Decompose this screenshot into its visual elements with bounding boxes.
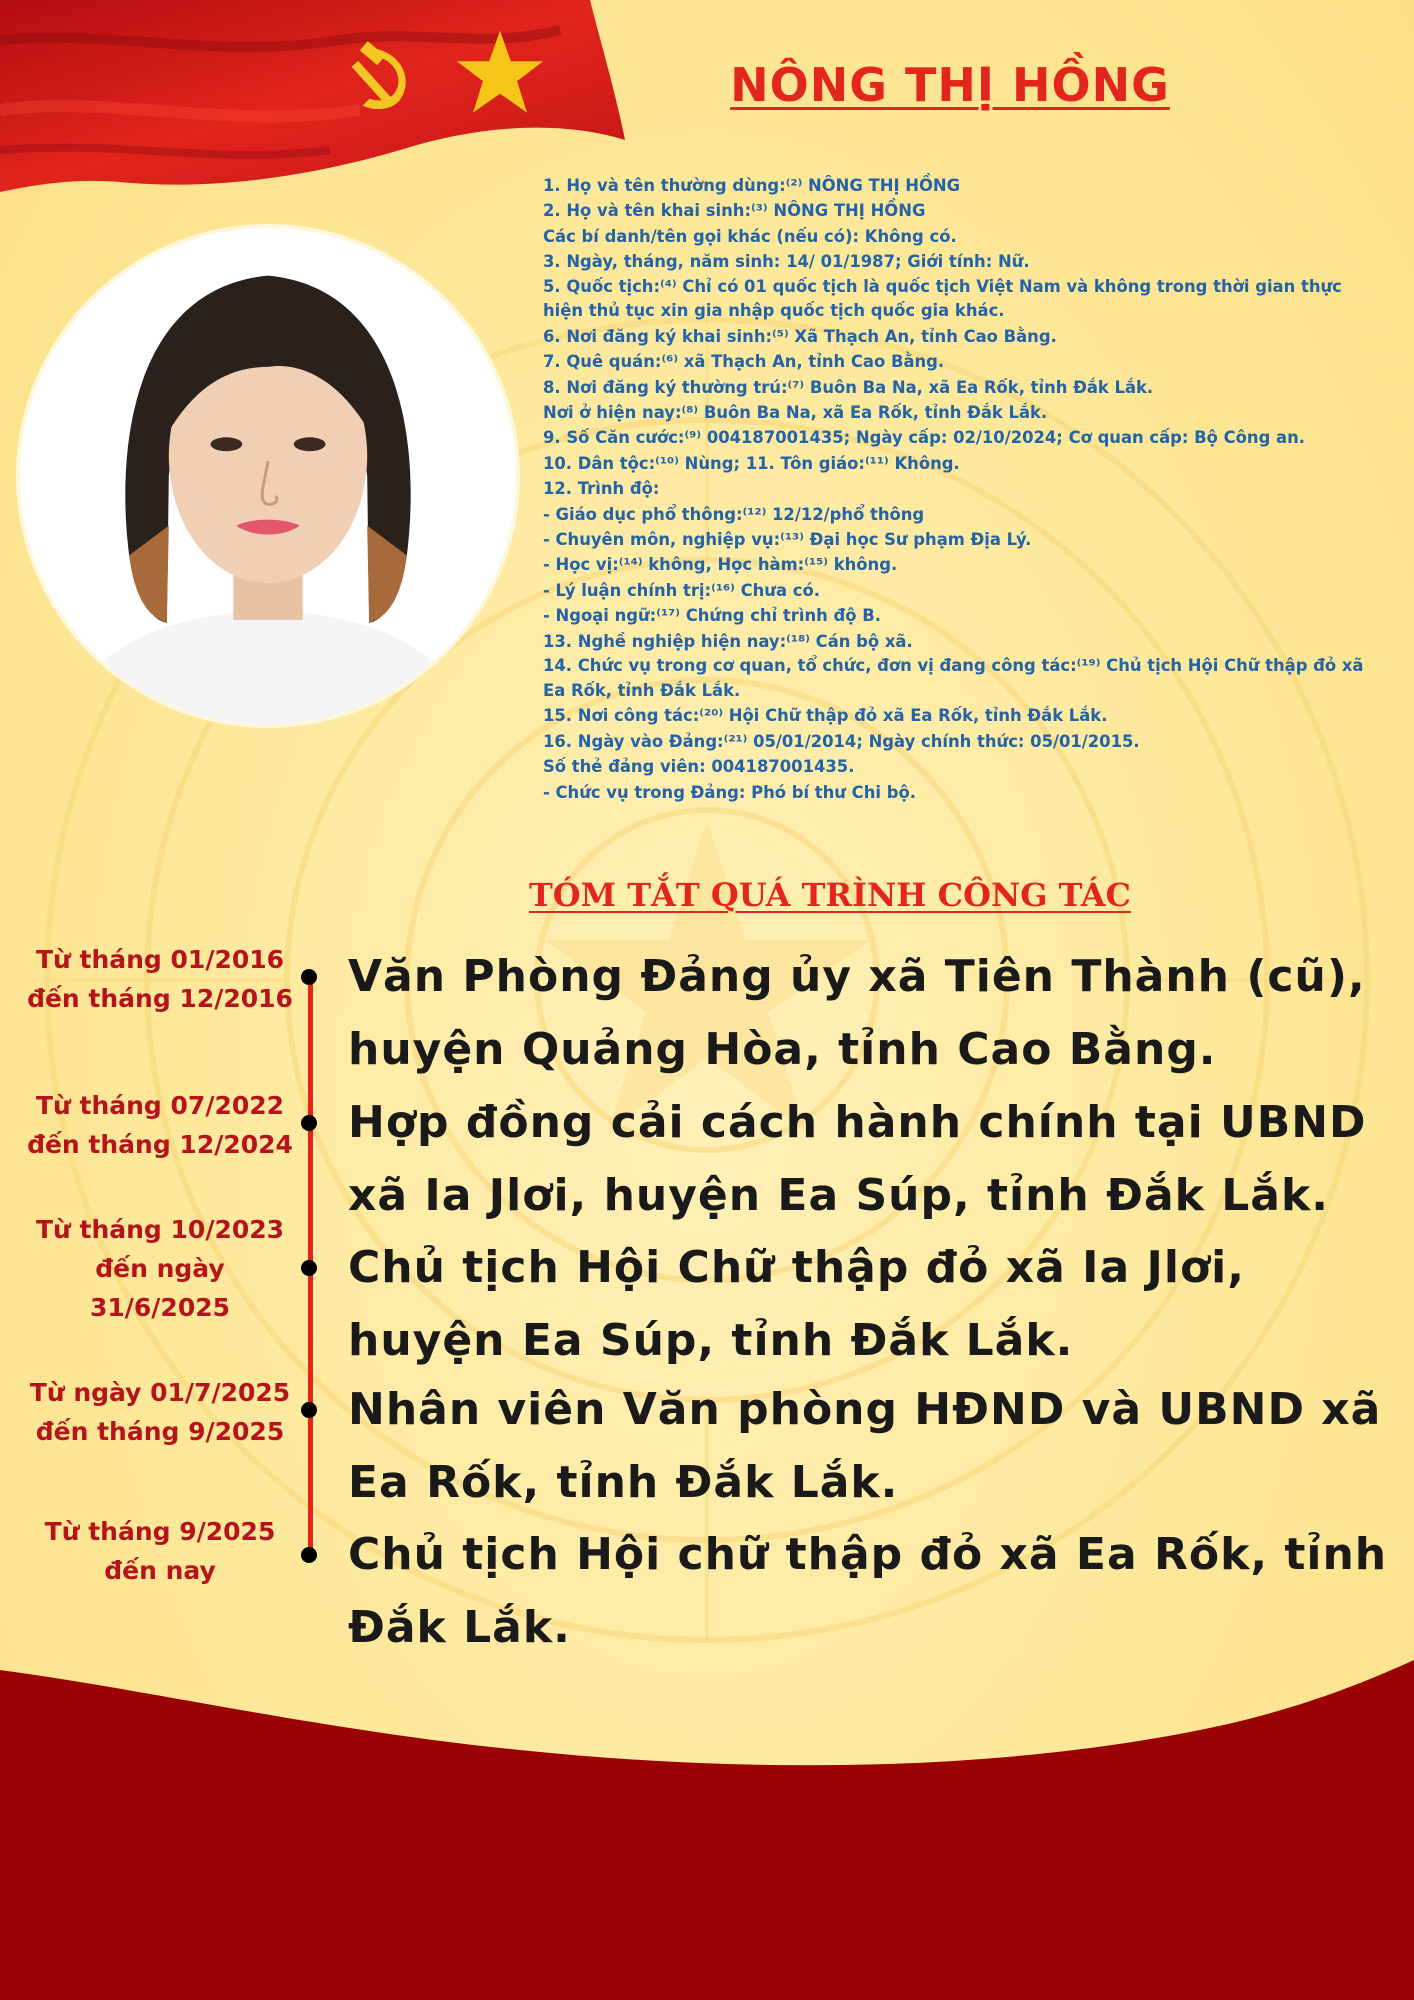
timeline-text: Văn Phòng Đảng ủy xã Tiên Thành (cũ), huyện Quảng Hòa, tỉnh Cao Bằng. xyxy=(348,951,1366,1075)
timeline-text: Chủ tịch Hội Chữ thập đỏ xã Ia Jlơi, huyện Ea Súp, tỉnh Đắk Lắk. xyxy=(348,1242,1245,1366)
info-line: - Ngoại ngữ:⁽¹⁷⁾ Chứng chỉ trình độ B. xyxy=(543,606,881,626)
candidate-name: NÔNG THỊ HỒNG xyxy=(730,58,1170,112)
info-line: - Giáo dục phổ thông:⁽¹²⁾ 12/12/phổ thông xyxy=(543,504,925,524)
info-line: - Học vị:⁽¹⁴⁾ không, Học hàm:⁽¹⁵⁾ không. xyxy=(543,555,898,575)
info-line: 13. Nghề nghiệp hiện nay:⁽¹⁸⁾ Cán bộ xã. xyxy=(543,631,913,651)
timeline-text: Hợp đồng cải cách hành chính tại UBND xã Ia Jlơi, huyện Ea Súp, tỉnh Đắk Lắk. xyxy=(348,1097,1367,1221)
info-line: Số thẻ đảng viên: 004187001435. xyxy=(543,757,855,777)
info-line: 7. Quê quán:⁽⁶⁾ xã Thạch An, tỉnh Cao Bằng. xyxy=(543,352,945,372)
info-line: - Lý luận chính trị:⁽¹⁶⁾ Chưa có. xyxy=(543,580,820,600)
info-line: Nơi ở hiện nay:⁽⁸⁾ Buôn Ba Na, xã Ea Rốk, tỉnh Đắk Lắk. xyxy=(543,403,1048,423)
footer-wave xyxy=(0,1640,1414,2000)
info-line: 6. Nơi đăng ký khai sinh:⁽⁵⁾ Xã Thạch An, tỉnh Cao Bằng. xyxy=(543,326,1057,346)
info-line: 5. Quốc tịch:⁽⁴⁾ Chỉ có 01 quốc tịch là quốc tịch Việt Nam và không trong thời gian thực hiện thủ tục xin gia nhập quốc tịch quốc gia khác. xyxy=(543,276,1342,321)
hammer-sickle-icon xyxy=(338,30,426,118)
personal-info-list xyxy=(543,173,1383,805)
timeline-dot xyxy=(301,1115,317,1131)
timeline-text: Nhân viên Văn phòng HĐND và UBND xã Ea Rốk, tỉnh Đắk Lắk. xyxy=(348,1384,1382,1508)
info-line: 3. Ngày, tháng, năm sinh: 14/ 01/1987; Giới tính: Nữ. xyxy=(543,252,1030,272)
timeline-dot xyxy=(301,1402,317,1418)
info-line: 9. Số Căn cước:⁽⁹⁾ 004187001435; Ngày cấp: 02/10/2024; Cơ quan cấp: Bộ Công an. xyxy=(543,428,1305,448)
info-line: - Chuyên môn, nghiệp vụ:⁽¹³⁾ Đại học Sư phạm Địa Lý. xyxy=(543,530,1032,550)
star-icon xyxy=(452,28,548,118)
timeline-date: Từ tháng 9/2025 đến nay xyxy=(44,1517,276,1585)
info-line: Các bí danh/tên gọi khác (nếu có): Không có. xyxy=(543,226,957,246)
timeline-date: Từ tháng 10/2023 đến ngày 31/6/2025 xyxy=(35,1215,285,1322)
info-line: 14. Chức vụ trong cơ quan, tổ chức, đơn vị đang công tác:⁽¹⁹⁾ Chủ tịch Hội Chữ thập đỏ xã Ea Rốk, tỉnh Đắk Lắk. xyxy=(543,656,1364,700)
info-line: 8. Nơi đăng ký thường trú:⁽⁷⁾ Buôn Ba Na, xã Ea Rốk, tỉnh Đắk Lắk. xyxy=(543,377,1154,397)
info-line: 2. Họ và tên khai sinh:⁽³⁾ NÔNG THỊ HỒNG xyxy=(543,201,926,221)
timeline-date: Từ ngày 01/7/2025 đến tháng 9/2025 xyxy=(29,1378,291,1446)
portrait-photo xyxy=(20,228,516,724)
info-line: 1. Họ và tên thường dùng:⁽²⁾ NÔNG THỊ HỒNG xyxy=(543,176,961,195)
info-line: 10. Dân tộc:⁽¹⁰⁾ Nùng; 11. Tôn giáo:⁽¹¹⁾ Không. xyxy=(543,453,960,473)
timeline-date: Từ tháng 01/2016 đến tháng 12/2016 xyxy=(27,945,293,1013)
info-line: 15. Nơi công tác:⁽²⁰⁾ Hội Chữ thập đỏ xã Ea Rốk, tỉnh Đắk Lắk. xyxy=(543,706,1108,726)
timeline-text: Chủ tịch Hội chữ thập đỏ xã Ea Rốk, tỉnh Đắk Lắk. xyxy=(348,1529,1388,1653)
info-line: 16. Ngày vào Đảng:⁽²¹⁾ 05/01/2014; Ngày chính thức: 05/01/2015. xyxy=(543,731,1140,751)
timeline-dot xyxy=(301,969,317,985)
timeline-date: Từ tháng 07/2022 đến tháng 12/2024 xyxy=(27,1091,293,1159)
timeline-dot xyxy=(301,1547,317,1563)
timeline-dot xyxy=(301,1260,317,1276)
info-line: 12. Trình độ: xyxy=(543,479,660,499)
info-line: - Chức vụ trong Đảng: Phó bí thư Chi bộ. xyxy=(543,782,916,802)
career-section-title: TÓM TẮT QUÁ TRÌNH CÔNG TÁC xyxy=(528,876,1132,914)
